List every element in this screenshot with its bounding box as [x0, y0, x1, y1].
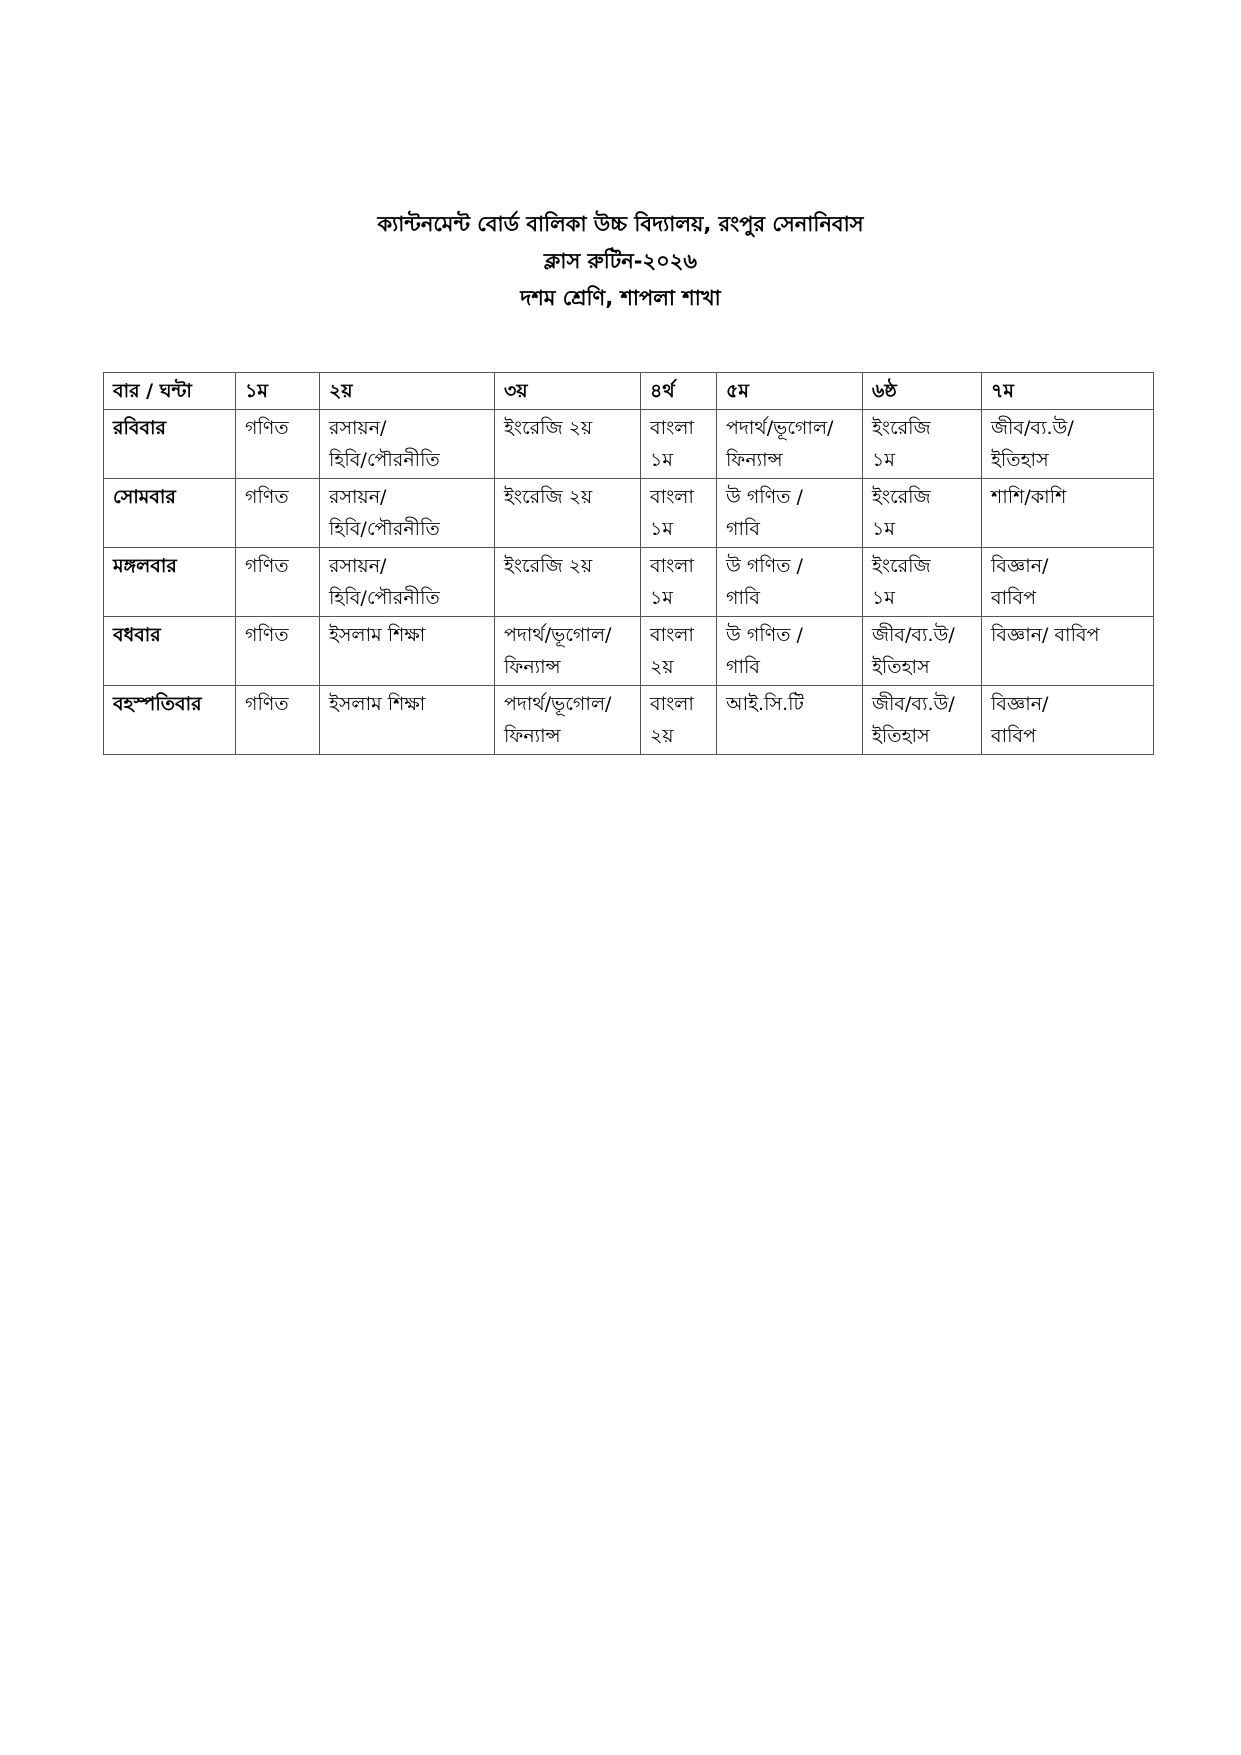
period-cell: গণিত	[236, 410, 320, 479]
period-cell: ইংরেজি ২য়	[495, 548, 641, 617]
day-cell: সোমবার	[104, 479, 236, 548]
table-row	[104, 410, 1154, 479]
period-cell: উ গণিত / গাবি	[717, 548, 863, 617]
routine-title: ক্লাস রুটিন-২০২৬	[543, 249, 698, 273]
day-cell: বহস্পতিবার	[104, 686, 236, 755]
column-header-period-4: ৪র্থ	[641, 373, 717, 410]
period-cell: ইংরেজি ১ম	[863, 410, 982, 479]
period-cell: রসায়ন/ হিবি/পৌরনীতি	[320, 479, 495, 548]
period-cell: বাংলা ১ম	[641, 410, 717, 479]
period-cell: রসায়ন/ হিবি/পৌরনীতি	[320, 410, 495, 479]
table-row	[104, 479, 1154, 548]
period-cell: গণিত	[236, 479, 320, 548]
period-cell: উ গণিত / গাবি	[717, 479, 863, 548]
period-cell: জীব/ব্য.উ/ ইতিহাস	[982, 410, 1154, 479]
period-cell: গণিত	[236, 548, 320, 617]
period-cell: উ গণিত / গাবি	[717, 617, 863, 686]
period-cell: বিজ্ঞান/ বাবিপ	[982, 548, 1154, 617]
period-cell: বাংলা ১ম	[641, 548, 717, 617]
period-cell: বাংলা ১ম	[641, 479, 717, 548]
header-row	[104, 373, 1154, 410]
period-cell: রসায়ন/ হিবি/পৌরনীতি	[320, 548, 495, 617]
period-cell: আই.সি.টি	[717, 686, 863, 755]
column-header-day-period: বার / ঘন্টা	[104, 373, 236, 410]
column-header-period-7: ৭ম	[982, 373, 1154, 410]
period-cell: গণিত	[236, 686, 320, 755]
period-cell: ইংরেজি ১ম	[863, 548, 982, 617]
column-header-period-5: ৫ম	[717, 373, 863, 410]
period-cell: ইংরেজি ২য়	[495, 410, 641, 479]
period-cell: পদার্থ/ভূগোল/ ফিন্যান্স	[495, 617, 641, 686]
period-cell: ইসলাম শিক্ষা	[320, 686, 495, 755]
period-cell: শাশি/কাশি	[982, 479, 1154, 548]
column-header-period-3: ৩য়	[495, 373, 641, 410]
day-cell: রবিবার	[104, 410, 236, 479]
period-cell: বাংলা ২য়	[641, 686, 717, 755]
school-name: ক্যান্টনমেন্ট বোর্ড বালিকা উচ্চ বিদ্যালয়, রংপুর সেনানিবাস	[377, 212, 864, 236]
period-cell: জীব/ব্য.উ/ ইতিহাস	[863, 686, 982, 755]
period-cell: ইসলাম শিক্ষা	[320, 617, 495, 686]
period-cell: জীব/ব্য.উ/ ইতিহাস	[863, 617, 982, 686]
column-header-period-6: ৬ষ্ঠ	[863, 373, 982, 410]
period-cell: পদার্থ/ভূগোল/ ফিন্যান্স	[495, 686, 641, 755]
table-row	[104, 686, 1154, 755]
day-cell: মঙ্গলবার	[104, 548, 236, 617]
class-routine-table	[103, 372, 1154, 755]
table-row	[104, 617, 1154, 686]
document-header	[0, 206, 1241, 317]
period-cell: বিজ্ঞান/ বাবিপ	[982, 686, 1154, 755]
class-section: দশম শ্রেণি, শাপলা শাখা	[520, 286, 721, 310]
period-cell: পদার্থ/ভূগোল/ ফিন্যান্স	[717, 410, 863, 479]
column-header-period-2: ২য়	[320, 373, 495, 410]
day-cell: বধবার	[104, 617, 236, 686]
column-header-period-1: ১ম	[236, 373, 320, 410]
period-cell: ইংরেজি ২য়	[495, 479, 641, 548]
period-cell: ইংরেজি ১ম	[863, 479, 982, 548]
period-cell: বাংলা ২য়	[641, 617, 717, 686]
table-row	[104, 548, 1154, 617]
period-cell: বিজ্ঞান/ বাবিপ	[982, 617, 1154, 686]
period-cell: গণিত	[236, 617, 320, 686]
